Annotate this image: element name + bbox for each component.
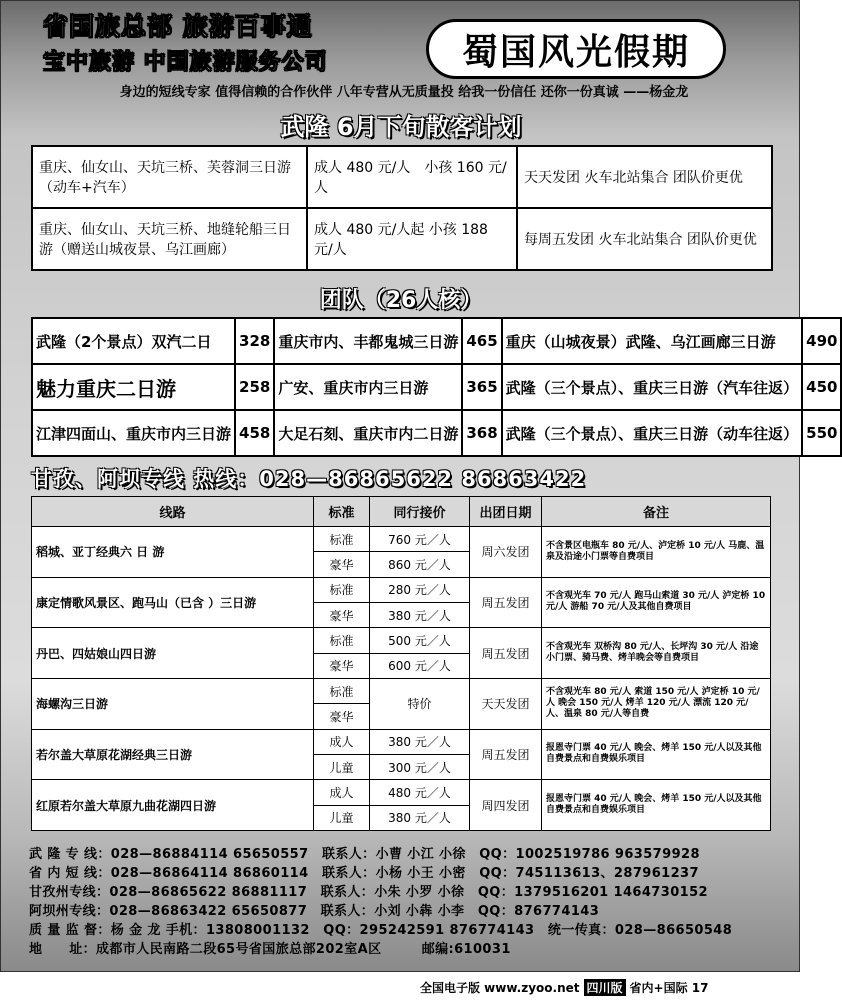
contact-line: 甘孜州专线：028—86865622 86881117 联系人：小朱 小罗 小徐 QQ：1379516201 1464730152	[29, 885, 708, 900]
table-row	[32, 527, 771, 552]
date-cell: 周四发团	[470, 780, 542, 831]
std-cell: 儿童	[314, 805, 370, 830]
table-row	[32, 410, 841, 456]
team-route: 武隆（三个景点）、重庆三日游（动车往返）	[502, 410, 803, 456]
std-cell: 标准	[314, 628, 370, 653]
note-cell: 天天发团 火车北站集合 团队价更优	[517, 146, 772, 208]
route-cell: 若尔盖大草原花湖经典三日游	[32, 729, 314, 780]
date-cell: 周六发团	[470, 527, 542, 578]
team-route: 武隆（2个景点）双汽二日	[32, 318, 235, 364]
price-cell: 760 元／人	[370, 527, 470, 552]
price-cell: 380 元／人	[370, 729, 470, 754]
table-row	[32, 678, 771, 703]
route-cell: 海螺沟三日游	[32, 678, 314, 729]
std-cell: 豪华	[314, 653, 370, 678]
std-cell: 成人	[314, 780, 370, 805]
price-cell: 成人 480 元/人 小孩 160 元/人	[307, 146, 517, 208]
note-cell: 报恩寺门票 40 元/人 晚会、烤羊 150 元/人以及其他自费景点和自费娱乐项目	[542, 780, 771, 831]
price-cell: 380 元／人	[370, 805, 470, 830]
contact-line: 武 隆 专 线：028—86884114 65650557 联系人：小曹 小江 小徐 QQ：1002519786 963579928	[29, 847, 700, 862]
note-cell: 不含观光车 80 元/人 索道 150 元/人 泸定桥 10 元/人 晚会 150 元/人 烤羊 120 元/人 漂流 120 元/人、温泉 80 元/人等自费	[542, 678, 771, 729]
route-cell: 康定情歌风景区、跑马山（已含 ）三日游	[32, 577, 314, 628]
team-price: 465	[462, 318, 501, 364]
team-route: 大足石刻、重庆市内二日游	[274, 410, 462, 456]
std-cell: 豪华	[314, 602, 370, 627]
note-cell: 不含观光车 70 元/人 跑马山索道 30 元/人 泸定桥 10 元/人 游船 70 元/人及其他自费项目	[542, 577, 771, 628]
sanke-table	[31, 145, 773, 271]
col-standard: 标准	[314, 497, 370, 527]
route-cell: 红原若尔盖大草原九曲花湖四日游	[32, 780, 314, 831]
price-cell: 860 元／人	[370, 552, 470, 577]
std-cell: 标准	[314, 577, 370, 602]
contact-line: 地 址：成都市人民南路二段65号省国旅总部202室A区 邮编:610031	[29, 942, 511, 957]
price-cell: 480 元／人	[370, 780, 470, 805]
date-cell: 周五发团	[470, 628, 542, 679]
contact-line: 省 内 短 线：028—86864114 86860114 联系人：小杨 小王 小密 QQ：745113613、287961237	[29, 866, 699, 881]
price-cell: 280 元／人	[370, 577, 470, 602]
table-row	[32, 146, 772, 208]
note-cell: 不含景区电瓶车 80 元/人、泸定桥 10 元/人 马鹿、温泉及沿途小门票等自费项目	[542, 527, 771, 578]
team-route: 魅力重庆二日游	[32, 364, 235, 410]
team-route: 重庆市内、丰都鬼城三日游	[274, 318, 462, 364]
team-price: 458	[235, 410, 274, 456]
section-title-team: 团队（26人核）	[319, 288, 483, 313]
team-price: 365	[462, 364, 501, 410]
hotline: 甘孜、阿坝专线 热线：028—86865622 86863422	[31, 467, 587, 491]
table-row	[32, 208, 772, 270]
header-line-2: 宝中旅游 中国旅游服务公司	[43, 50, 328, 75]
team-price: 450	[802, 364, 841, 410]
note-cell: 每周五发团 火车北站集合 团队价更优	[517, 208, 772, 270]
table-row	[32, 780, 771, 805]
date-cell: 周五发团	[470, 577, 542, 628]
team-price: 258	[235, 364, 274, 410]
team-route: 重庆（山城夜景）武隆、乌江画廊三日游	[502, 318, 803, 364]
table-row	[32, 729, 771, 754]
edition-badge: 四川版	[584, 979, 626, 996]
table-row	[32, 364, 841, 410]
std-cell: 标准	[314, 678, 370, 703]
team-table	[31, 317, 842, 457]
date-cell: 周五发团	[470, 729, 542, 780]
table-header	[32, 497, 771, 527]
col-price: 同行接价	[370, 497, 470, 527]
header-line-1: 省国旅总部 旅游百事通	[43, 12, 313, 41]
note-cell: 报恩寺门票 40 元/人 晚会、烤羊 150 元/人以及其他自费景点和自费娱乐项目	[542, 729, 771, 780]
route-cell: 重庆、仙女山、天坑三桥、芙蓉洞三日游（动车+汽车）	[32, 146, 307, 208]
std-cell: 标准	[314, 527, 370, 552]
team-price: 550	[802, 410, 841, 456]
contact-line: 质 量 监 督：杨 金 龙 手机：13808001132 QQ：295242591 876774143 统一传真：028—86650548	[29, 923, 733, 938]
team-price: 328	[235, 318, 274, 364]
slogan: 身边的短线专家 值得信赖的合作伙伴 八年专营从无质量投 给我一份信任 还你一份真诚 ——杨金龙	[119, 85, 689, 100]
brand-logo: 蜀国风光假期	[426, 19, 726, 79]
std-cell: 儿童	[314, 754, 370, 779]
std-cell: 豪华	[314, 704, 370, 729]
team-price: 490	[802, 318, 841, 364]
price-cell: 成人 480 元/人起 小孩 188 元/人	[307, 208, 517, 270]
col-date: 出团日期	[470, 497, 542, 527]
lines-table	[31, 496, 771, 831]
team-route: 广安、重庆市内三日游	[274, 364, 462, 410]
price-cell: 600 元／人	[370, 653, 470, 678]
note-cell: 不含观光车 双桥沟 80 元/人、长坪沟 30 元/人 沿途小门票、骑马费、烤羊晚会等自费项目	[542, 628, 771, 679]
contacts	[29, 845, 732, 959]
footer-site: 全国电子版 www.zyoo.net	[420, 980, 580, 995]
std-cell: 成人	[314, 729, 370, 754]
contact-line: 阿坝州专线：028—86863422 65650877 联系人：小刘 小犇 小李 QQ：876774143	[29, 904, 600, 919]
table-row	[32, 577, 771, 602]
footer-page: 省内+国际 17	[629, 980, 709, 995]
price-cell: 380 元／人	[370, 602, 470, 627]
table-row	[32, 318, 841, 364]
page-footer	[420, 978, 790, 996]
team-route: 武隆（三个景点）、重庆三日游（汽车往返）	[502, 364, 803, 410]
col-route: 线路	[32, 497, 314, 527]
route-cell: 丹巴、四姑娘山四日游	[32, 628, 314, 679]
date-cell: 天天发团	[470, 678, 542, 729]
std-cell: 豪华	[314, 552, 370, 577]
price-cell: 300 元／人	[370, 754, 470, 779]
price-cell: 特价	[370, 678, 470, 729]
route-cell: 稻城、亚丁经典六 日 游	[32, 527, 314, 578]
route-cell: 重庆、仙女山、天坑三桥、地缝轮船三日游（赠送山城夜景、乌江画廊）	[32, 208, 307, 270]
section-title-sanke: 武隆 6月下旬散客计划	[280, 113, 522, 141]
table-row	[32, 628, 771, 653]
team-route: 江津四面山、重庆市内三日游	[32, 410, 235, 456]
col-note: 备注	[542, 497, 771, 527]
team-price: 368	[462, 410, 501, 456]
price-cell: 500 元／人	[370, 628, 470, 653]
